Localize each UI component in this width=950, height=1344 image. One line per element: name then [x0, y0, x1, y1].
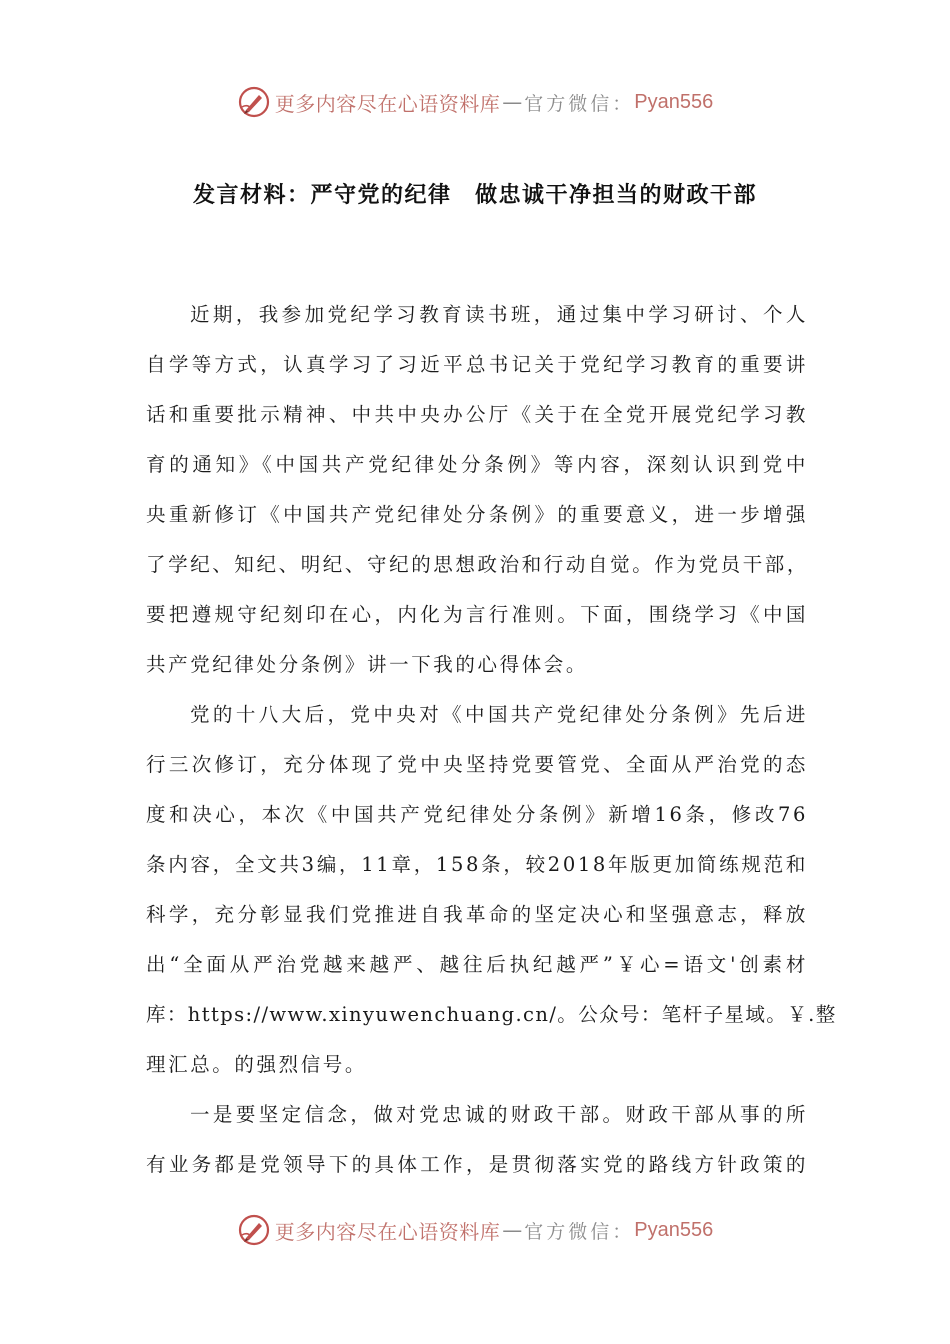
text-line: 库：https://www.xinyuwenchuang.cn/。公众号：笔杆子星域。￥.整	[146, 1003, 837, 1026]
text-line: 理汇总。的强烈信号。	[146, 1053, 368, 1076]
banner-wechat-label: 官方微信：	[524, 92, 635, 115]
text-line: 话和重要批示精神、中共中央办公厅《关于在全党开展党纪学习教	[146, 403, 808, 426]
text-line: 行三次修订，充分体现了党中央坚持党要管党、全面从严治党的态	[146, 753, 808, 776]
header-banner	[0, 82, 950, 122]
footer-banner	[0, 1210, 950, 1250]
banner-separator: —	[502, 90, 523, 114]
text-line: 自学等方式，认真学习了习近平总书记关于党纪学习教育的重要讲	[146, 353, 808, 376]
pen-logo-icon	[237, 1213, 271, 1247]
text-line: 了学纪、知纪、明纪、守纪的思想政治和行动自觉。作为党员干部，	[146, 553, 810, 576]
text-line: 出“全面从严治党越来越严、越往后执纪越严”￥心=语文'创素材	[146, 953, 808, 976]
text-line: 共产党纪律处分条例》讲一下我的心得体会。	[146, 653, 589, 676]
text-line: 央重新修订《中国共产党纪律处分条例》的重要意义，进一步增强	[146, 503, 808, 526]
text-line: 有业务都是党领导下的具体工作，是贯彻落实党的路线方针政策的	[146, 1153, 808, 1176]
banner-wechat-id: Pyan556	[634, 1218, 714, 1241]
text-line: 一是要坚定信念，做对党忠诚的财政干部。财政干部从事的所	[190, 1103, 808, 1126]
document-body	[146, 290, 837, 1190]
banner-separator: —	[502, 1218, 523, 1242]
text-line: 育的通知》《中国共产党纪律处分条例》等内容，深刻认识到党中	[146, 453, 808, 476]
text-line: 条内容，全文共3编，11章，158条，较2018年版更加简练规范和	[146, 853, 808, 876]
banner-brand-text: 更多内容尽在心语资料库	[274, 91, 501, 116]
banner-brand-text: 更多内容尽在心语资料库	[274, 1219, 501, 1244]
text-line: 科学，充分彰显我们党推进自我革命的坚定决心和坚强意志，释放	[146, 903, 808, 926]
banner-wechat-id: Pyan556	[634, 90, 714, 113]
banner-wechat-label: 官方微信：	[524, 1220, 635, 1243]
text-line: 近期，我参加党纪学习教育读书班，通过集中学习研讨、个人	[190, 303, 808, 326]
text-line: 度和决心，本次《中国共产党纪律处分条例》新增16条，修改76	[146, 803, 808, 826]
pen-logo-icon	[237, 85, 271, 119]
text-line: 要把遵规守纪刻印在心，内化为言行准则。下面，围绕学习《中国	[146, 603, 808, 626]
document-title: 发言材料：严守党的纪律 做忠诚干净担当的财政干部	[192, 183, 757, 208]
text-line: 党的十八大后，党中央对《中国共产党纪律处分条例》先后进	[190, 703, 808, 726]
